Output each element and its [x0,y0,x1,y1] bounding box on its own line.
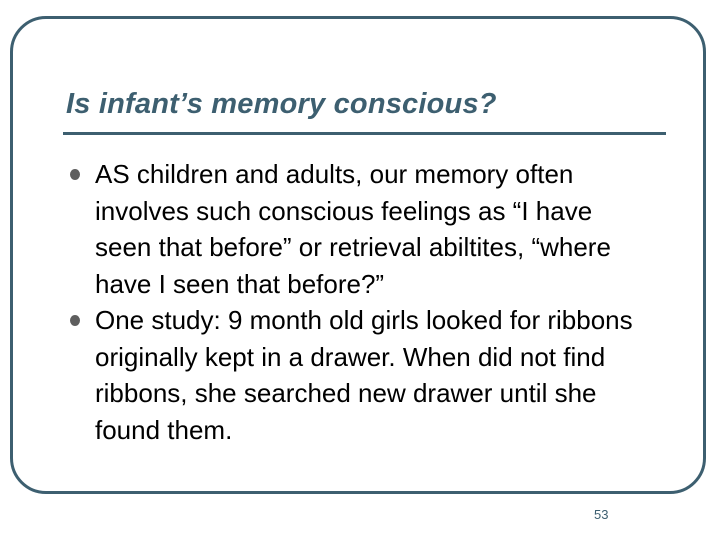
bullet-text-1: AS children and adults, our memory often involves such conscious feelings as “I have seen that before” or retrieval abiltites, “where have I seen that before?” [95,159,611,299]
page-number: 53 [594,507,609,522]
bullet-text-2: One study: 9 month old girls looked for ribbons originally kept in a drawer. When did not find ribbons, she searched new drawer until she found them. [95,305,633,445]
bullet-item-1 [70,156,655,302]
bullet-item-2 [70,302,655,448]
slide-title: Is infant’s memory conscious? [66,88,497,120]
bullet-dot-icon [70,169,80,180]
title-divider [63,132,666,135]
bullet-dot-icon [70,315,80,326]
bullet-list [70,156,670,448]
